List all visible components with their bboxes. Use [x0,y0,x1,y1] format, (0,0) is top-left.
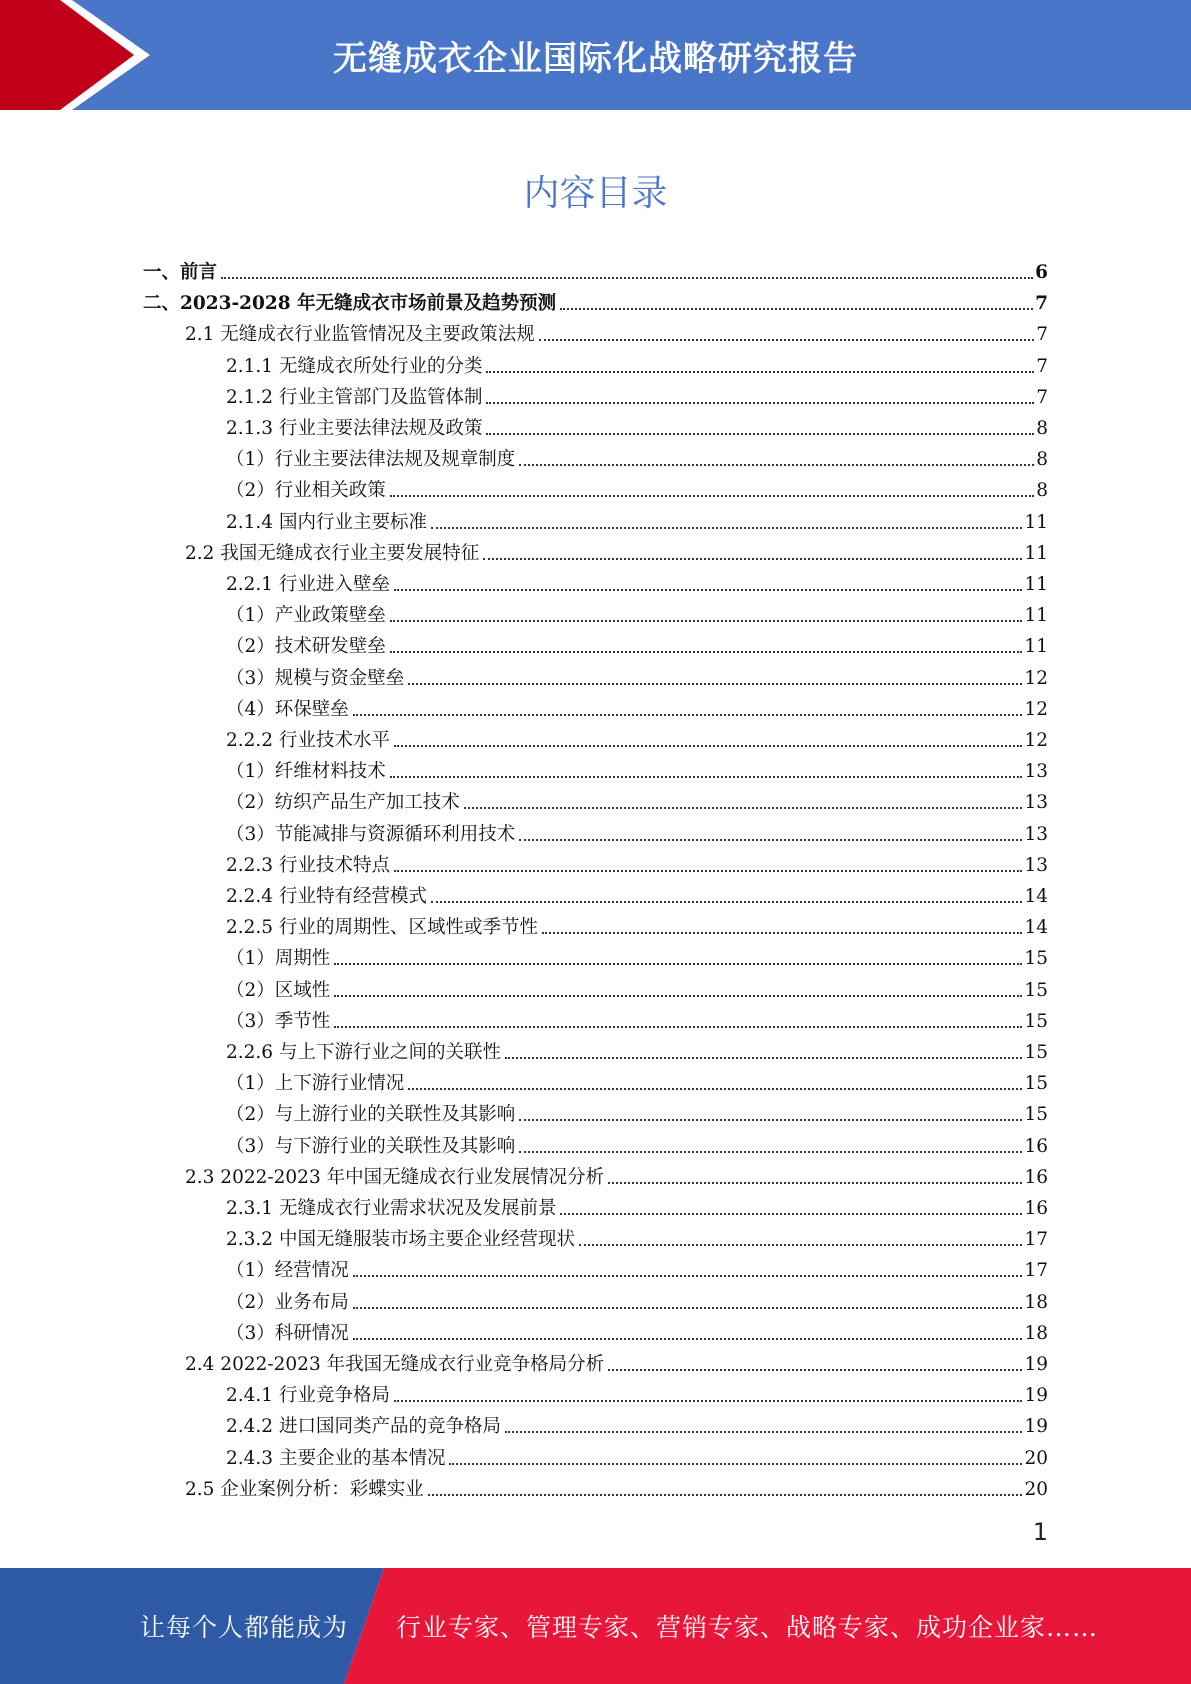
toc-entry-label: 2.3.1 无缝成衣行业需求状况及发展前景 [226,1198,557,1219]
toc-dot-leader [542,931,1022,934]
toc-entry-page: 11 [1024,511,1048,533]
toc-entry-label: 2.1.4 国内行业主要标准 [226,511,427,533]
toc-entry-label: 2.1.1 无缝成衣所处行业的分类 [226,355,483,377]
report-title: 无缝成衣企业国际化战略研究报告 [333,38,858,79]
toc-entry-label: 2.2.6 与上下游行业之间的关联性 [226,1042,501,1063]
toc-entry-page: 11 [1024,574,1048,595]
toc-dot-leader [505,1430,1022,1433]
toc-entry[interactable] [226,440,1048,471]
toc-entry-label: （3）与下游行业的关联性及其影响 [226,1135,516,1157]
toc-dot-leader [519,838,1022,841]
toc-entry[interactable] [226,1439,1048,1470]
toc-entry[interactable] [185,1470,1048,1501]
toc-entry-page: 13 [1024,761,1048,783]
toc-entry-label: 2.1 无缝成衣行业监管情况及主要政策法规 [185,324,535,346]
toc-dot-leader [221,276,1033,279]
toc-entry-label: （2）业务布局 [226,1291,349,1313]
toc-entry-label: （2）行业相关政策 [226,480,386,502]
toc-entry[interactable] [226,596,1048,627]
toc-entry-label: 2.1.3 行业主要法律法规及政策 [226,418,483,439]
toc-entry-page: 15 [1024,1010,1048,1032]
toc-entry[interactable] [226,1251,1048,1282]
toc-entry-label: 2.2.4 行业特有经营模式 [226,886,427,907]
toc-entry-label: （3）科研情况 [226,1322,349,1344]
toc-entry[interactable] [143,253,1048,284]
toc-entry-page: 13 [1024,792,1048,814]
toc-entry[interactable] [226,1189,1048,1220]
toc-dot-leader [579,1243,1022,1246]
toc-entry[interactable] [226,565,1048,596]
toc-entry-page: 7 [1036,355,1048,377]
toc-entry-page: 7 [1036,324,1048,346]
page-header [0,0,1191,110]
toc-entry-page: 20 [1024,1447,1048,1469]
toc-dot-leader [334,994,1022,997]
toc-entry-page: 8 [1036,418,1048,439]
toc-dot-leader [408,1087,1022,1090]
toc-entry-label: 2.2.5 行业的周期性、区域性或季节性 [226,917,538,939]
toc-dot-leader [353,1274,1023,1277]
toc-entry-page: 20 [1024,1478,1048,1500]
toc-dot-leader [464,806,1023,809]
toc-dot-leader [390,775,1023,778]
toc-entry-label: 2.2.2 行业技术水平 [226,730,390,751]
toc-entry-label: （1）周期性 [226,948,331,970]
toc-entry[interactable] [226,659,1048,690]
toc-entry[interactable] [226,939,1048,970]
toc-entry[interactable] [226,378,1048,409]
toc-entry-page: 19 [1024,1354,1048,1375]
toc-dot-leader [519,1118,1022,1121]
toc-entry-label: （4）环保壁垒 [226,698,349,720]
toc-dot-leader [449,1462,1022,1465]
toc-entry-page: 13 [1024,854,1048,876]
toc-entry-label: 2.2 我国无缝成衣行业主要发展特征 [185,542,480,564]
toc-entry-page: 15 [1024,1104,1048,1126]
footer-slogan-left: 让每个人都能成为 [140,1613,349,1642]
toc-entry-page: 16 [1024,1166,1048,1188]
toc-entry-label: 2.2.1 行业进入壁垒 [226,574,390,595]
toc-entry-page: 16 [1024,1135,1048,1157]
toc-entry[interactable] [226,1127,1048,1158]
toc-entry-label: 2.5 企业案例分析：彩蝶实业 [185,1478,424,1500]
toc-entry[interactable] [226,347,1048,378]
toc-dot-leader [486,432,1034,435]
toc-entry-label: （3）季节性 [226,1010,331,1032]
page-number: 1 [1032,1518,1048,1546]
toc-entry[interactable] [185,315,1048,346]
toc-dot-leader [486,370,1034,373]
toc-dot-leader [394,869,1022,872]
toc-entry[interactable] [185,1158,1048,1189]
toc-entry[interactable] [143,284,1048,315]
toc-entry-page: 6 [1035,262,1048,283]
toc-dot-leader [394,588,1022,591]
toc-entry[interactable] [226,471,1048,502]
toc-entry-page: 19 [1024,1416,1048,1438]
toc-entry-page: 15 [1024,1073,1048,1095]
toc-dot-leader [353,1337,1023,1340]
toc-entry-page: 12 [1024,698,1048,720]
toc-entry-label: 2.1.2 行业主管部门及监管体制 [226,386,483,408]
toc-entry-label: 2.3.2 中国无缝服装市场主要企业经营现状 [226,1229,575,1251]
toc-entry-page: 17 [1024,1260,1048,1282]
toc-entry[interactable] [226,783,1048,814]
toc-entry[interactable] [226,1033,1048,1064]
toc-entry-label: 2.4 2022-2023 年我国无缝成衣行业竞争格局分析 [185,1354,605,1375]
toc-dot-leader [505,1056,1022,1059]
toc-dot-leader [560,307,1033,310]
toc-entry-label: （3）节能减排与资源循环利用技术 [226,823,516,845]
toc-entry[interactable] [226,1095,1048,1126]
toc-entry-label: 二、2023-2028 年无缝成衣市场前景及趋势预测 [143,293,557,315]
toc-entry[interactable] [185,534,1048,565]
toc-entry-page: 14 [1024,917,1048,939]
toc-dot-leader [394,744,1022,747]
footer-slogan-right: 行业专家、管理专家、营销专家、战略专家、成功企业家…… [396,1613,1099,1642]
toc-dot-leader [353,713,1023,716]
toc-entry-label: 2.4.3 主要企业的基本情况 [226,1447,446,1469]
toc-entry-label: （1）纤维材料技术 [226,761,386,783]
toc-entry[interactable] [226,409,1048,440]
toc-dot-leader [431,900,1022,903]
toc-entry-page: 16 [1024,1198,1048,1219]
page-footer [0,1568,1191,1684]
toc-entry-page: 8 [1036,449,1048,471]
toc-dot-leader [394,1399,1022,1402]
toc-entry[interactable] [226,721,1048,752]
toc-entry-page: 11 [1024,542,1048,564]
toc-entry-page: 11 [1024,605,1048,627]
toc-entry-label: （1）行业主要法律法规及规章制度 [226,449,516,471]
toc-entry-label: （1）经营情况 [226,1260,349,1282]
toc-entry-label: （1）产业政策壁垒 [226,605,386,627]
toc-entry[interactable] [226,1064,1048,1095]
toc-entry[interactable] [226,908,1048,939]
toc-dot-leader [431,526,1022,529]
toc-entry-page: 17 [1024,1229,1048,1251]
toc-entry[interactable] [226,815,1048,846]
toc-dot-leader [519,463,1034,466]
toc-entry-label: （2）区域性 [226,979,331,1001]
toc-entry[interactable] [185,1345,1048,1376]
toc-entry-page: 7 [1036,386,1048,408]
toc-dot-leader [390,494,1034,497]
toc-entry[interactable] [226,1314,1048,1345]
toc-dot-leader [390,619,1023,622]
toc-dot-leader [560,1212,1022,1215]
toc-dot-leader [334,962,1022,965]
toc-entry[interactable] [226,846,1048,877]
toc-entry[interactable] [226,690,1048,721]
toc-entry-label: （3）规模与资金壁垒 [226,667,405,689]
toc-entry-page: 15 [1024,979,1048,1001]
toc-entry[interactable] [226,503,1048,534]
toc-entry-page: 11 [1024,636,1048,658]
toc-entry-label: 一、前言 [143,262,218,283]
toc-dot-leader [353,1306,1023,1309]
toc-entry[interactable] [226,1407,1048,1438]
toc-entry-label: 2.4.1 行业竞争格局 [226,1385,390,1407]
toc-entry-label: （1）上下游行业情况 [226,1073,405,1095]
toc-entry-page: 12 [1024,730,1048,751]
toc-dot-leader [539,338,1034,341]
toc-dot-leader [428,1493,1023,1496]
toc-entry[interactable] [226,877,1048,908]
toc-entry-page: 15 [1024,1042,1048,1063]
toc-entry[interactable] [226,1220,1048,1251]
toc-dot-leader [334,1025,1022,1028]
toc-entry-page: 18 [1024,1322,1048,1344]
toc-entry[interactable] [226,627,1048,658]
toc-entry-page: 19 [1024,1385,1048,1407]
toc-entry-label: （2）与上游行业的关联性及其影响 [226,1104,516,1126]
toc-entry-page: 12 [1024,667,1048,689]
toc-dot-leader [608,1181,1022,1184]
toc-entry[interactable] [226,1002,1048,1033]
toc-entry-page: 14 [1024,886,1048,907]
toc-entry-page: 8 [1036,480,1048,502]
toc-entry-label: （2）技术研发壁垒 [226,636,386,658]
toc-entry-label: 2.4.2 进口国同类产品的竞争格局 [226,1416,501,1438]
toc-dot-leader [483,557,1022,560]
toc-entry-page: 7 [1035,293,1048,315]
toc-entry-page: 13 [1024,823,1048,845]
toc-entry-label: （2）纺织产品生产加工技术 [226,792,460,814]
toc-entry[interactable] [226,971,1048,1002]
toc-entry[interactable] [226,1283,1048,1314]
toc-dot-leader [608,1368,1022,1371]
toc-entry[interactable] [226,1376,1048,1407]
toc-entry-label: 2.2.3 行业技术特点 [226,854,390,876]
toc-entry-label: 2.3 2022-2023 年中国无缝成衣行业发展情况分析 [185,1166,605,1188]
toc-dot-leader [486,401,1034,404]
toc-dot-leader [519,1150,1022,1153]
toc-heading: 内容目录 [523,173,668,214]
toc-entry-page: 15 [1024,948,1048,970]
toc-dot-leader [408,682,1022,685]
toc-entry-page: 18 [1024,1291,1048,1313]
toc-dot-leader [390,650,1023,653]
toc-entry[interactable] [226,752,1048,783]
